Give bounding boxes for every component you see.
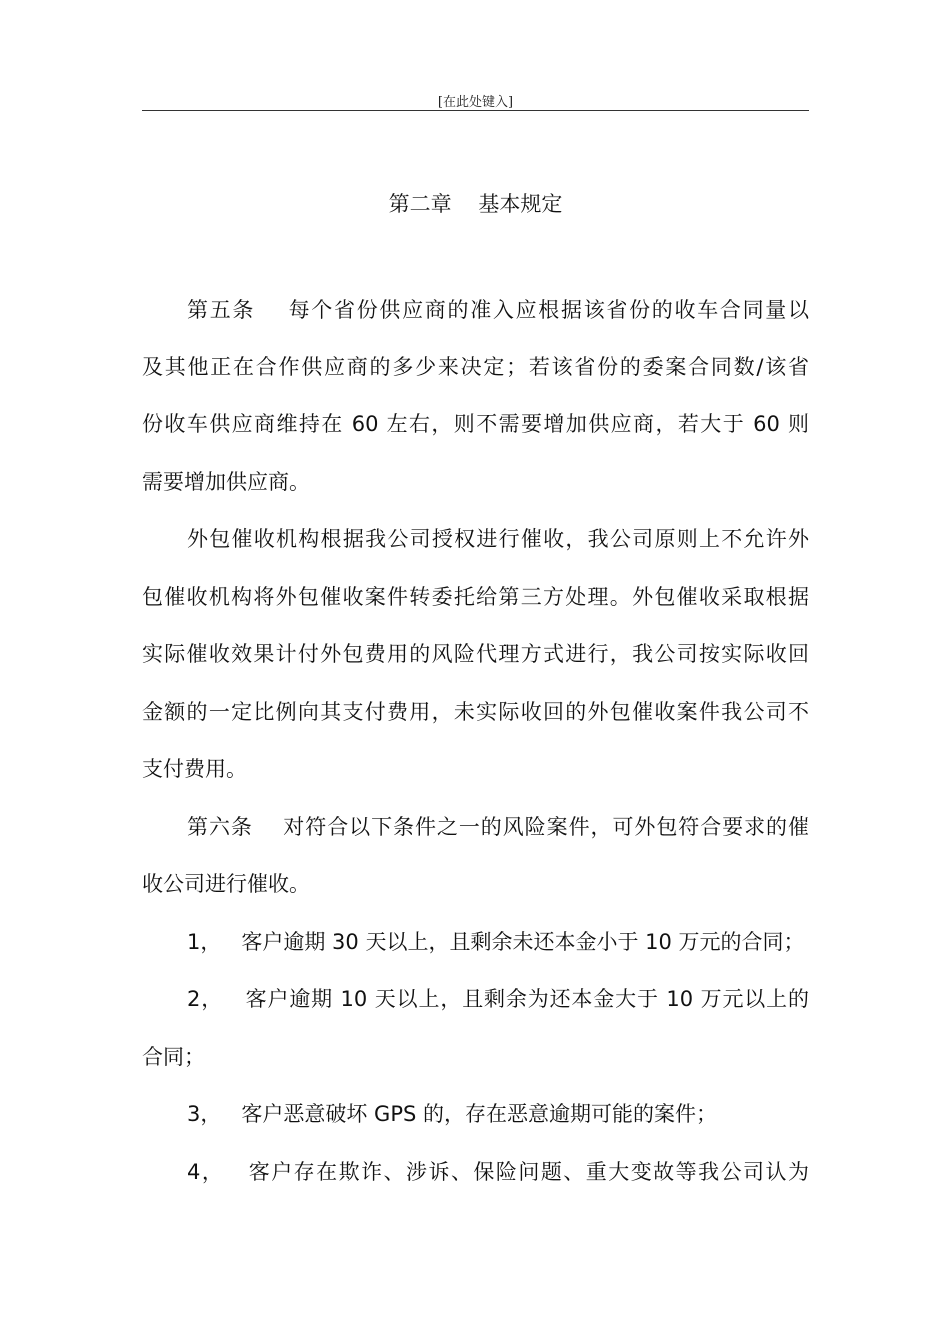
list-item-4-line-1: 4， 客户存在欺诈、涉诉、保险问题、重大变故等我公司认为: [187, 1160, 809, 1184]
chapter-title: 第二章 基本规定: [388, 192, 563, 216]
article-6-line-2: 收公司进行催收。: [142, 872, 310, 896]
outsourcing-para-line-4: 金额的一定比例向其支付费用，未实际收回的外包催收案件我公司不: [142, 700, 809, 724]
header-placeholder[interactable]: [在此处键入]: [437, 95, 514, 110]
list-item-3: 3， 客户恶意破坏 GPS 的，存在恶意逾期可能的案件；: [187, 1102, 718, 1126]
article-5-line-3: 份收车供应商维持在 60 左右，则不需要增加供应商，若大于 60 则: [142, 412, 809, 436]
list-item-2-line-1: 2， 客户逾期 10 天以上，且剩余为还本金大于 10 万元以上的: [187, 987, 809, 1011]
outsourcing-para-line-3: 实际催收效果计付外包费用的风险代理方式进行，我公司按实际收回: [142, 642, 809, 666]
article-5-line-2: 及其他正在合作供应商的多少来决定；若该省份的委案合同数/该省: [142, 355, 809, 379]
article-5-line-1: 第五条 每个省份供应商的准入应根据该省份的收车合同量以: [187, 298, 809, 322]
list-item-2-line-2: 合同；: [142, 1045, 205, 1069]
outsourcing-para-line-2: 包催收机构将外包催收案件转委托给第三方处理。外包催收采取根据: [142, 585, 809, 609]
article-6-line-1: 第六条 对符合以下条件之一的风险案件，可外包符合要求的催: [187, 815, 809, 839]
list-item-1: 1， 客户逾期 30 天以上，且剩余未还本金小于 10 万元的合同；: [187, 930, 805, 954]
outsourcing-para-line-1: 外包催收机构根据我公司授权进行催收，我公司原则上不允许外: [187, 527, 809, 551]
outsourcing-para-line-5: 支付费用。: [142, 757, 247, 781]
article-5-line-4: 需要增加供应商。: [142, 470, 310, 494]
header-divider: [142, 110, 809, 111]
